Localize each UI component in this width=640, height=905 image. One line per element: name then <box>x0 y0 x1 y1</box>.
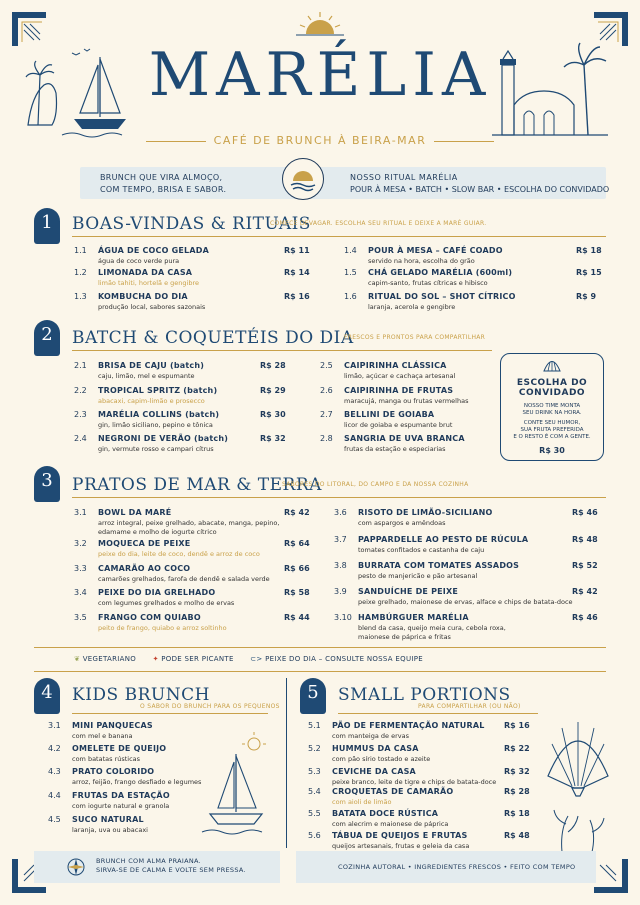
menu-item <box>334 613 604 643</box>
guest-line-2: SEU DRINK NA HORA. <box>522 410 582 416</box>
footer-slogan-line2: SIRVA-SE DE CALMA E VOLTE SEM PRESSA. <box>96 866 246 874</box>
section-5-subtitle: PARA COMPARTILHAR (OU NÃO) <box>418 703 521 710</box>
menu-item <box>48 767 202 789</box>
item-description: abacaxi, capim-limão e prosecco <box>98 397 205 405</box>
item-name: TROPICAL SPRITZ (batch) <box>98 386 218 395</box>
footer-values: COZINHA AUTORAL • INGREDIENTES FRESCOS • FEITO COM TEMPO <box>338 863 576 871</box>
item-name: OMELETE DE QUEIJO <box>72 744 167 753</box>
item-price: R$ 11 <box>284 246 310 255</box>
section-4-title: KIDS BRUNCH <box>72 685 210 705</box>
item-name: FRANGO COM QUIABO <box>98 613 201 622</box>
divider <box>72 350 492 351</box>
item-description: arroz integral, peixe grelhado, abacate, manga, pepino, <box>98 519 280 527</box>
menu-item <box>308 767 538 789</box>
banner-slogan-line1: BRUNCH QUE VIRA ALMOÇO, <box>100 173 223 182</box>
menu-item <box>74 539 310 561</box>
item-number: 3.8 <box>334 561 347 570</box>
column-divider <box>286 678 287 848</box>
legend-vegetarian: VEGETARIANO <box>82 655 137 663</box>
guest-title-2: CONVIDADO <box>518 388 586 398</box>
item-name: RISOTO DE LIMÃO-SICILIANO <box>358 508 493 517</box>
item-name: CROQUETAS DE CAMARÃO <box>332 787 454 796</box>
item-number: 4.2 <box>48 744 61 753</box>
section-1-badge: 1 <box>34 208 60 244</box>
item-number: 5.4 <box>308 787 321 796</box>
section-5-badge: 5 <box>300 678 326 714</box>
item-name: BATATA DOCE RÚSTICA <box>332 809 439 818</box>
item-number: 2.2 <box>74 386 87 395</box>
kids-sailboat-illustration <box>196 730 276 840</box>
item-number: 3.1 <box>48 721 61 730</box>
item-name: PAPPARDELLE AO PESTO DE RÚCULA <box>358 535 529 544</box>
divider <box>72 236 606 237</box>
item-name: CEVICHE DA CASA <box>332 767 416 776</box>
item-price: R$ 16 <box>504 721 530 730</box>
item-description: água de coco verde pura <box>98 257 180 265</box>
item-name: CHÁ GELADO MARÉLIA (600ml) <box>368 268 513 277</box>
item-number: 5.6 <box>308 831 321 840</box>
item-price: R$ 42 <box>284 508 310 517</box>
item-number: 3.1 <box>74 508 87 517</box>
tagline <box>0 134 640 147</box>
item-number: 3.5 <box>74 613 87 622</box>
item-name: PRATO COLORIDO <box>72 767 155 776</box>
menu-item <box>74 564 310 586</box>
menu-item <box>308 721 538 743</box>
menu-item <box>48 721 198 743</box>
item-price: R$ 32 <box>504 767 530 776</box>
menu-item <box>74 386 304 408</box>
item-number: 2.6 <box>320 386 333 395</box>
menu-item <box>74 588 310 610</box>
item-name: TÁBUA DE QUEIJOS E FRUTAS <box>332 831 468 840</box>
item-number: 2.8 <box>320 434 333 443</box>
item-price: R$ 18 <box>504 809 530 818</box>
item-description: produção local, sabores sazonais <box>98 303 206 311</box>
menu-item <box>74 246 324 268</box>
menu-item <box>344 246 606 268</box>
item-description: com mel e banana <box>72 732 133 740</box>
item-name: BOWL DA MARÉ <box>98 508 172 517</box>
footer-slogan <box>96 857 246 875</box>
item-number: 4.3 <box>48 767 61 776</box>
item-number: 4.4 <box>48 791 61 800</box>
guest-line-3: CONTE SEU HUMOR, <box>523 420 581 426</box>
item-description: com manteiga de ervas <box>332 732 409 740</box>
divider <box>72 713 268 714</box>
menu-item <box>74 410 304 432</box>
item-description: gin, limão siciliano, pepino e tônica <box>98 421 213 429</box>
footer-slogan-line1: BRUNCH COM ALMA PRAIANA. <box>96 857 202 865</box>
ritual-info <box>350 172 609 196</box>
item-price: R$ 52 <box>572 561 598 570</box>
section-4-badge: 4 <box>34 678 60 714</box>
menu-item <box>344 268 606 290</box>
item-name: FRUTAS DA ESTAÇÃO <box>72 791 170 800</box>
item-description: limão tahiti, hortelã e gengibre <box>98 279 199 287</box>
item-price: R$ 9 <box>576 292 597 301</box>
menu-item <box>320 361 490 383</box>
item-price: R$ 44 <box>284 613 310 622</box>
item-name: MINI PANQUECAS <box>72 721 153 730</box>
item-price: R$ 28 <box>504 787 530 796</box>
fish-icon: ⊂> <box>250 655 263 663</box>
item-name: BELLINI DE GOIABA <box>344 410 435 419</box>
section-1-title: BOAS-VINDAS & RITUAIS <box>72 214 311 234</box>
item-name: ÁGUA DE COCO GELADA <box>98 246 209 255</box>
corner-ornament-icon <box>594 859 628 893</box>
item-price: R$ 46 <box>572 508 598 517</box>
banner-slogan <box>100 172 226 196</box>
item-description: limão, açúcar e cachaça artesanal <box>344 372 456 380</box>
item-price: R$ 30 <box>260 410 286 419</box>
menu-item <box>334 587 604 609</box>
item-description: camarões grelhados, farofa de dendê e salada verde <box>98 575 270 583</box>
item-number: 3.2 <box>74 539 87 548</box>
menu-item <box>48 815 198 837</box>
item-description: queijos artesanais, frutas e geleia da casa <box>332 842 470 850</box>
item-name: NEGRONI DE VERÃO (batch) <box>98 434 229 443</box>
section-5-title: SMALL PORTIONS <box>338 685 511 705</box>
item-name: RITUAL DO SOL – SHOT CÍTRICO <box>368 292 516 301</box>
item-name: CAIPIRINHA DE FRUTAS <box>344 386 454 395</box>
section-2-badge: 2 <box>34 320 60 356</box>
item-name: SUCO NATURAL <box>72 815 144 824</box>
sun-sea-emblem-icon <box>282 158 324 200</box>
item-name: KOMBUCHA DO DIA <box>98 292 188 301</box>
item-name: HAMBÚRGUER MARÉLIA <box>358 613 469 622</box>
item-number: 3.9 <box>334 587 347 596</box>
sun-rays-icon <box>296 10 344 36</box>
item-number: 5.5 <box>308 809 321 818</box>
item-price: R$ 15 <box>576 268 602 277</box>
item-number: 2.1 <box>74 361 87 370</box>
item-description: caju, limão, mel e espumante <box>98 372 195 380</box>
item-price: R$ 46 <box>572 613 598 622</box>
item-price: R$ 32 <box>260 434 286 443</box>
item-number: 1.1 <box>74 246 87 255</box>
menu-item <box>74 508 310 538</box>
menu-item <box>334 535 604 557</box>
item-description: licor de goiaba e espumante brut <box>344 421 453 429</box>
tagline-text: CAFÉ DE BRUNCH À BEIRA-MAR <box>213 134 427 147</box>
item-name: CAIPIRINHA CLÁSSICA <box>344 361 447 370</box>
divider <box>34 671 606 672</box>
legend <box>74 655 423 663</box>
section-1-subtitle: COMECE DEVAGAR. ESCOLHA SEU RITUAL E DEIXE A MARÉ GUIAR. <box>270 220 487 227</box>
item-number: 1.5 <box>344 268 357 277</box>
item-description: com aspargos e amêndoas <box>358 519 446 527</box>
item-name: CAMARÃO AO COCO <box>98 564 191 573</box>
guest-choice-card <box>500 353 604 461</box>
leaf-icon: ❦ <box>74 655 81 663</box>
section-2-subtitle: FRESCOS E PRONTOS PARA COMPARTILHAR <box>344 334 486 341</box>
item-number: 3.3 <box>74 564 87 573</box>
item-description: com batatas rústicas <box>72 755 141 763</box>
item-number: 1.4 <box>344 246 357 255</box>
menu-item <box>320 386 490 408</box>
menu-item <box>344 292 606 314</box>
menu-item <box>334 561 604 583</box>
guest-line-5: E O RESTO É COM A GENTE. <box>513 434 591 440</box>
section-3-subtitle: SABORES DO LITORAL, DO CAMPO E DA NOSSA COZINHA <box>282 481 469 488</box>
item-number: 3.10 <box>334 613 352 622</box>
item-description: laranja, acerola e gengibre <box>368 303 456 311</box>
item-price: R$ 16 <box>284 292 310 301</box>
menu-item <box>308 744 538 766</box>
item-name: HUMMUS DA CASA <box>332 744 419 753</box>
banner-slogan-line2: COM TEMPO, BRISA E SABOR. <box>100 185 227 194</box>
item-price: R$ 28 <box>260 361 286 370</box>
menu-item <box>74 361 304 383</box>
item-description-2: edamame e molho de iogurte cítrico <box>98 528 217 536</box>
section-3-badge: 3 <box>34 466 60 502</box>
divider <box>72 497 606 498</box>
section-3-title: PRATOS DE MAR & TERRA <box>72 475 322 495</box>
item-description: gin, vermute rosso e campari cítrus <box>98 445 214 453</box>
item-description: com alecrim e maionese de páprica <box>332 820 449 828</box>
item-number: 5.1 <box>308 721 321 730</box>
menu-item <box>74 268 324 290</box>
brand-title: MARÉLIA <box>148 40 492 110</box>
item-description: peito de frango, quiabo e arroz soltinho <box>98 624 227 632</box>
item-number: 4.5 <box>48 815 61 824</box>
item-number: 1.2 <box>74 268 87 277</box>
legend-spicy: PODE SER PICANTE <box>161 655 234 663</box>
item-description: peixe do dia, leite de coco, dendê e arroz de coco <box>98 550 260 558</box>
item-number: 2.7 <box>320 410 333 419</box>
item-name: PEIXE DO DIA GRELHADO <box>98 588 216 597</box>
item-price: R$ 29 <box>260 386 286 395</box>
item-description: capim-santo, frutas cítricas e hibisco <box>368 279 488 287</box>
item-price: R$ 64 <box>284 539 310 548</box>
compass-icon <box>66 857 86 877</box>
divider <box>34 647 606 648</box>
item-description: com pão sírio tostado e azeite <box>332 755 431 763</box>
item-name: MOQUECA DE PEIXE <box>98 539 191 548</box>
menu-item <box>308 787 538 809</box>
menu-item <box>320 434 490 456</box>
item-description: com legumes grelhados e molho de ervas <box>98 599 235 607</box>
item-price: R$ 14 <box>284 268 310 277</box>
item-number: 1.6 <box>344 292 357 301</box>
item-name: SANGRIA DE UVA BRANCA <box>344 434 465 443</box>
item-description: peixe branco, leite de tigre e chips de batata-doce <box>332 778 497 786</box>
item-description: peixe grelhado, maionese de ervas, alface e chips de batata-doce <box>358 598 573 606</box>
item-description: com iogurte natural e granola <box>72 802 170 810</box>
item-price: R$ 48 <box>572 535 598 544</box>
section-4-subtitle: O SABOR DO BRUNCH PARA OS PEQUENOS <box>140 703 280 710</box>
shell-icon <box>543 358 561 372</box>
ritual-items: POUR À MESA • BATCH • SLOW BAR • ESCOLHA DO CONVIDADO <box>350 185 610 194</box>
item-price: R$ 66 <box>284 564 310 573</box>
item-description: blend da casa, queijo meia cura, cebola roxa, <box>358 624 506 632</box>
divider <box>338 713 538 714</box>
menu-item <box>308 831 538 853</box>
item-price: R$ 42 <box>572 587 598 596</box>
item-number: 3.4 <box>74 588 87 597</box>
menu-item <box>308 809 538 831</box>
section-2-title: BATCH & COQUETÉIS DO DIA <box>72 328 354 348</box>
item-description: servido na hora, escolha do grão <box>368 257 475 265</box>
guest-price: R$ 30 <box>539 446 565 455</box>
item-price: R$ 58 <box>284 588 310 597</box>
item-name: BURRATA COM TOMATES ASSADOS <box>358 561 520 570</box>
menu-item <box>48 744 198 766</box>
item-name: SANDUÍCHE DE PEIXE <box>358 587 459 596</box>
chili-icon: ✦ <box>152 655 159 663</box>
item-price: R$ 18 <box>576 246 602 255</box>
item-number: 2.5 <box>320 361 333 370</box>
item-name: MARÉLIA COLLINS (batch) <box>98 410 220 419</box>
seashell-illustration <box>542 712 614 852</box>
guest-line-4: SUA FRUTA PREFERIDA <box>520 427 584 433</box>
menu-item <box>74 292 324 314</box>
item-description: pesto de manjericão e pão artesanal <box>358 572 478 580</box>
menu-item <box>334 508 604 530</box>
guest-line-1: NOSSO TIME MONTA <box>523 403 581 409</box>
menu-item <box>74 434 304 456</box>
item-description: frutas da estação e especiarias <box>344 445 446 453</box>
legend-fish: PEIXE DO DIA – CONSULTE NOSSA EQUIPE <box>265 655 423 663</box>
item-description: com aioli de limão <box>332 798 392 806</box>
ritual-title: NOSSO RITUAL MARÉLIA <box>350 173 458 182</box>
menu-item <box>48 791 198 813</box>
item-price: R$ 48 <box>504 831 530 840</box>
item-name: PÃO DE FERMENTAÇÃO NATURAL <box>332 721 485 730</box>
item-description: arroz, feijão, frango desfiado e legumes <box>72 778 202 786</box>
item-number: 5.3 <box>308 767 321 776</box>
item-description-2: maionese de páprica e fritas <box>358 633 451 641</box>
item-number: 2.3 <box>74 410 87 419</box>
guest-title-1: ESCOLHA DO <box>516 378 588 388</box>
item-name: LIMONADA DA CASA <box>98 268 193 277</box>
menu-item <box>320 410 490 432</box>
item-price: R$ 22 <box>504 744 530 753</box>
item-number: 5.2 <box>308 744 321 753</box>
item-number: 2.4 <box>74 434 87 443</box>
item-number: 1.3 <box>74 292 87 301</box>
item-description: tomates confitados e castanha de caju <box>358 546 485 554</box>
item-name: POUR À MESA – CAFÉ COADO <box>368 246 503 255</box>
item-number: 3.7 <box>334 535 347 544</box>
item-description: maracujá, manga ou frutas vermelhas <box>344 397 469 405</box>
item-description: laranja, uva ou abacaxi <box>72 826 148 834</box>
menu-item <box>74 613 310 635</box>
item-name: BRISA DE CAJU (batch) <box>98 361 205 370</box>
item-number: 3.6 <box>334 508 347 517</box>
